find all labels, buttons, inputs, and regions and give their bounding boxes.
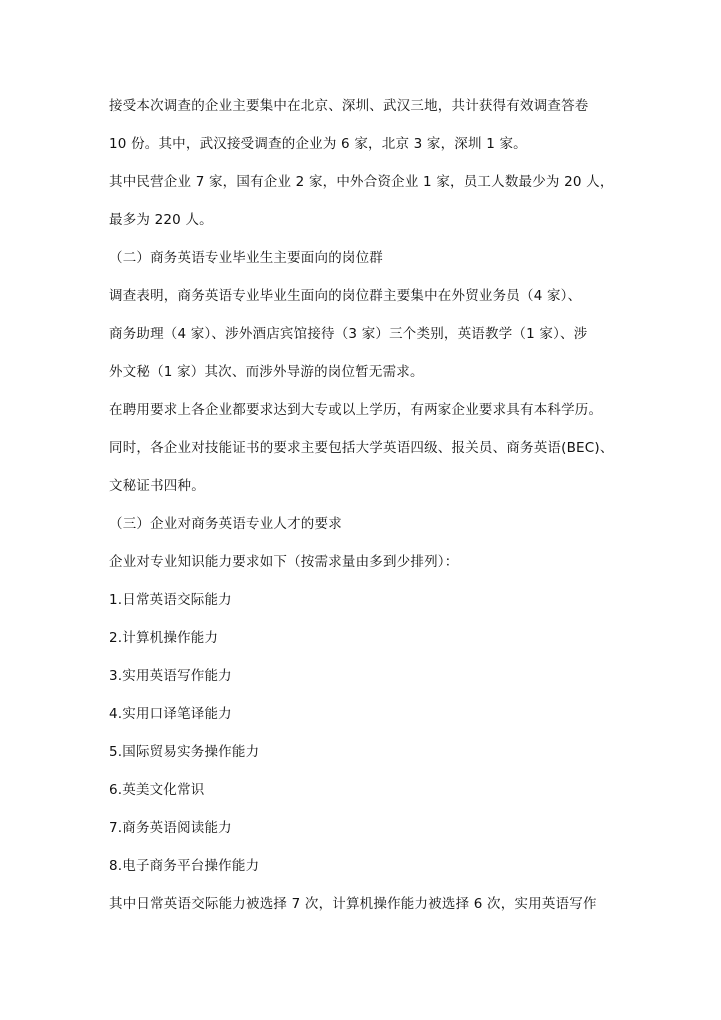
section-heading-3: （三）企业对商务英语专业人才的要求 <box>109 516 342 532</box>
list-item-5: 5.国际贸易实务操作能力 <box>109 744 260 760</box>
paragraph-line-4: 最多为 220 人。 <box>109 212 213 228</box>
section-heading-2: （二）商务英语专业毕业生主要面向的岗位群 <box>109 250 383 266</box>
paragraph-line-8: 在聘用要求上各企业都要求达到大专或以上学历，有两家企业要求具有本科学历。 <box>109 402 603 418</box>
paragraph-line-10: 文秘证书四种。 <box>109 478 205 494</box>
list-item-2: 2.计算机操作能力 <box>109 630 219 646</box>
paragraph-line-5: 调查表明，商务英语专业毕业生面向的岗位群主要集中在外贸业务员（4 家）、 <box>109 288 582 304</box>
list-item-4: 4.实用口译笔译能力 <box>109 706 232 722</box>
paragraph-line-1: 接受本次调查的企业主要集中在北京、深圳、武汉三地，共计获得有效调查答卷 <box>109 98 589 114</box>
paragraph-line-6: 商务助理（4 家）、涉外酒店宾馆接待（3 家）三个类别，英语教学（1 家）、涉 <box>109 326 588 342</box>
paragraph-line-11: 企业对专业知识能力要求如下（按需求量由多到少排列）： <box>109 554 459 570</box>
list-item-6: 6.英美文化常识 <box>109 782 205 798</box>
paragraph-line-2: 10 份。其中，武汉接受调查的企业为 6 家，北京 3 家，深圳 1 家。 <box>109 136 527 152</box>
paragraph-line-3: 其中民营企业 7 家，国有企业 2 家，中外合资企业 1 家，员工人数最少为 20 人， <box>109 174 614 190</box>
paragraph-line-9: 同时，各企业对技能证书的要求主要包括大学英语四级、报关员、商务英语(BEC)、 <box>109 440 614 456</box>
list-item-1: 1.日常英语交际能力 <box>109 592 232 608</box>
paragraph-line-7: 外文秘（1 家）其次、而涉外导游的岗位暂无需求。 <box>109 364 424 380</box>
list-item-7: 7.商务英语阅读能力 <box>109 820 232 836</box>
list-item-8: 8.电子商务平台操作能力 <box>109 858 260 874</box>
paragraph-line-12: 其中日常英语交际能力被选择 7 次，计算机操作能力被选择 6 次，实用英语写作 <box>109 896 597 912</box>
list-item-3: 3.实用英语写作能力 <box>109 668 232 684</box>
